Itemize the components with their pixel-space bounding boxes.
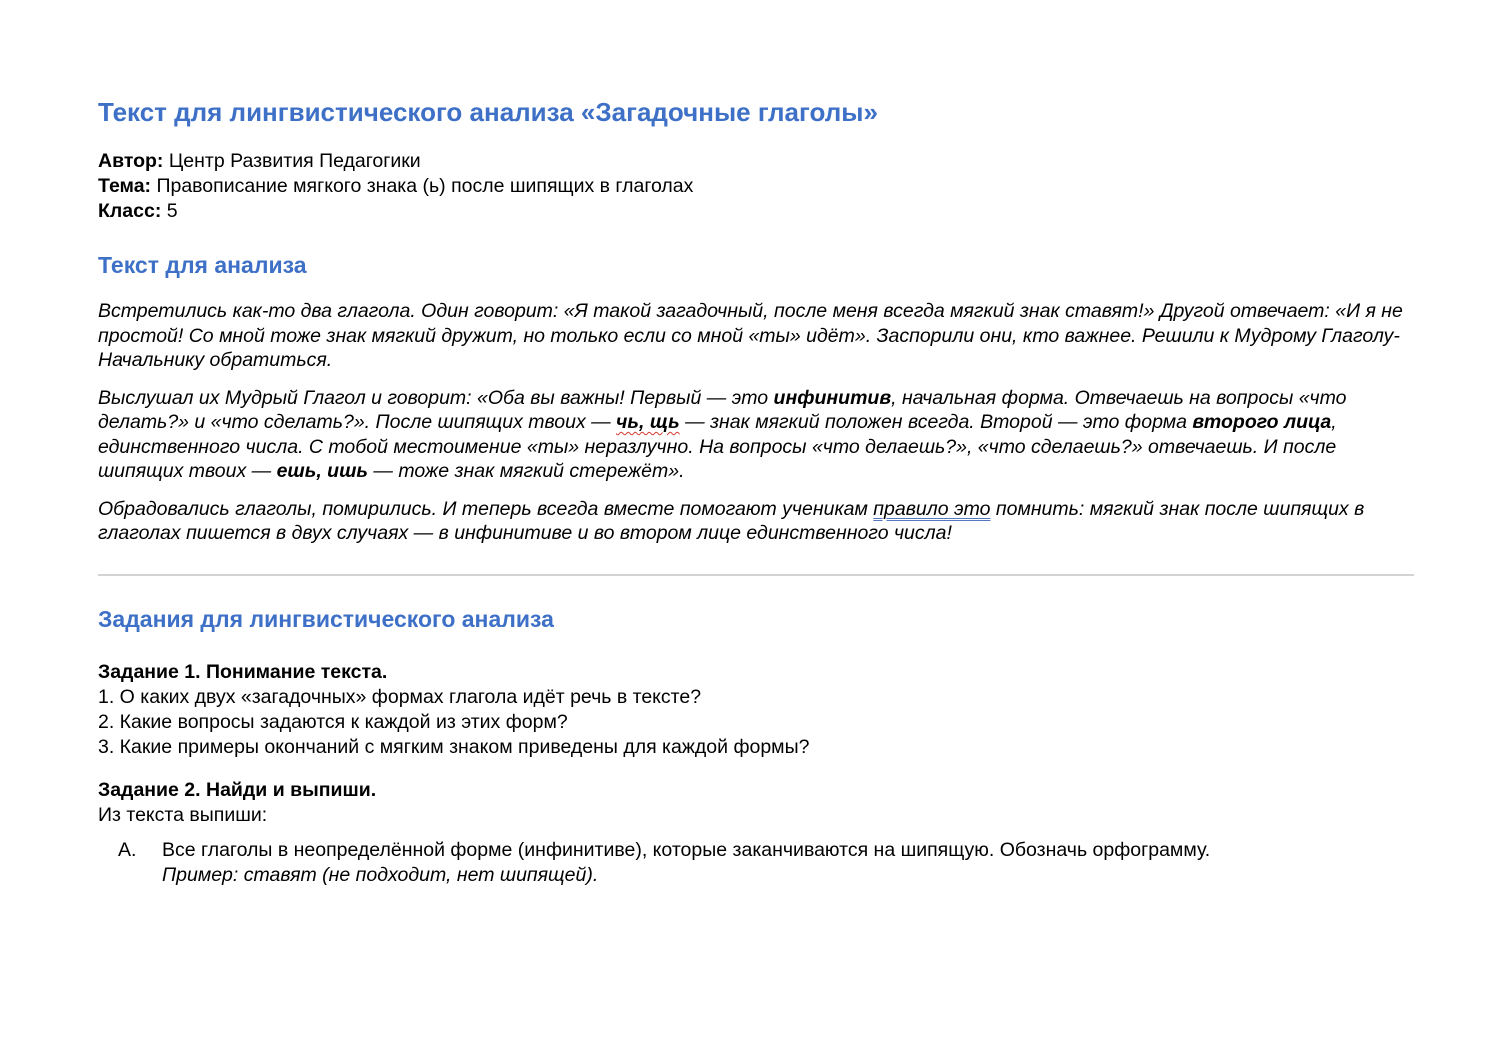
task-1-question: 2. Какие вопросы задаются к каждой из этих форм? <box>98 710 568 733</box>
task-2-intro: Из текста выпиши: <box>98 803 268 826</box>
document-page <box>98 95 1414 888</box>
story-paragraph-3 <box>98 497 1414 546</box>
task-1-title: Задание 1. Понимание текста. <box>98 660 388 683</box>
task-2-list-item-a <box>98 838 1414 888</box>
grade-line <box>98 199 1414 224</box>
tasks-section-heading: Задания для лингвистического анализа <box>98 605 554 632</box>
p2-text-2: , начальная форма. Отвечаешь на вопросы «что делать?» и «что сделать?». После шипящих твоих — <box>98 386 1347 433</box>
topic-line <box>98 174 1414 199</box>
author-label: Автор: <box>98 150 164 172</box>
task-2-item-a-example: Пример: ставят (не подходит, нет шипящей). <box>162 863 599 886</box>
term-infinitive: инфинитив <box>773 386 892 409</box>
grammar-suggestion-underline[interactable]: правило это <box>873 497 991 520</box>
document-meta <box>98 149 1414 224</box>
horizontal-rule <box>98 574 1414 576</box>
p3-text-1: Обрадовались глаголы, помирились. И теперь всегда вместе помогают ученикам <box>98 497 874 520</box>
task-1 <box>98 660 1414 760</box>
ending-chj-shchj: чь, щь <box>616 411 680 433</box>
task-2-title: Задание 2. Найди и выпиши. <box>98 778 377 801</box>
text-section-heading: Текст для анализа <box>98 252 307 278</box>
author-value: Центр Развития Педагогики <box>163 150 421 172</box>
topic-value: Правописание мягкого знака (ь) после шипящих в глаголах <box>151 175 694 197</box>
p3-text-2: помнить: мягкий знак после шипящих в глаголах пишется в двух случаях — в инфинитиве и во втором лице единственного числа! <box>98 497 1365 544</box>
story-paragraph-2 <box>98 386 1414 484</box>
grade-value: 5 <box>161 200 178 222</box>
author-line <box>98 149 1414 174</box>
p2-text-1: Выслушал их Мудрый Глагол и говорит: «Оба вы важны! Первый — это <box>98 386 774 409</box>
grade-label: Класс: <box>98 200 162 222</box>
ending-esh-ish: ешь, ишь <box>276 460 368 482</box>
term-second-person: второго лица <box>1192 411 1332 433</box>
topic-label: Тема: <box>98 175 152 197</box>
list-marker-a: A. <box>118 838 137 861</box>
story-text <box>98 299 1414 546</box>
task-2 <box>98 778 1414 888</box>
p2-text-4: , единственного числа. С тобой местоимение «ты» неразлучно. На вопросы «что делаешь?», «что сделаешь?» отвечаешь. И после шипящих твоих — <box>98 411 1337 482</box>
task-1-question: 3. Какие примеры окончаний с мягким знаком приведены для каждой формы? <box>98 735 810 758</box>
story-paragraph-1: Встретились как-то два глагола. Один говорит: «Я такой загадочный, после меня всегда мягкий знак ставят!» Другой отвечает: «И я не простой! Со мной тоже знак мягкий дружит, но только если со мной «ты» идёт». Заспорили они, кто важнее. Решили к Мудрому Глаголу-Начальнику обратиться. <box>98 300 1403 371</box>
p2-text-5: — тоже знак мягкий стережёт». <box>368 460 685 482</box>
task-2-item-a-text: Все глаголы в неопределённой форме (инфинитиве), которые заканчиваются на шипящую. Обозначь орфограмму. <box>162 838 1211 861</box>
document-title: Текст для лингвистического анализа «Загадочные глаголы» <box>98 97 878 127</box>
task-1-question: 1. О каких двух «загадочных» формах глагола идёт речь в тексте? <box>98 685 702 708</box>
p2-text-3: — знак мягкий положен всегда. Второй — это форма <box>679 411 1193 433</box>
